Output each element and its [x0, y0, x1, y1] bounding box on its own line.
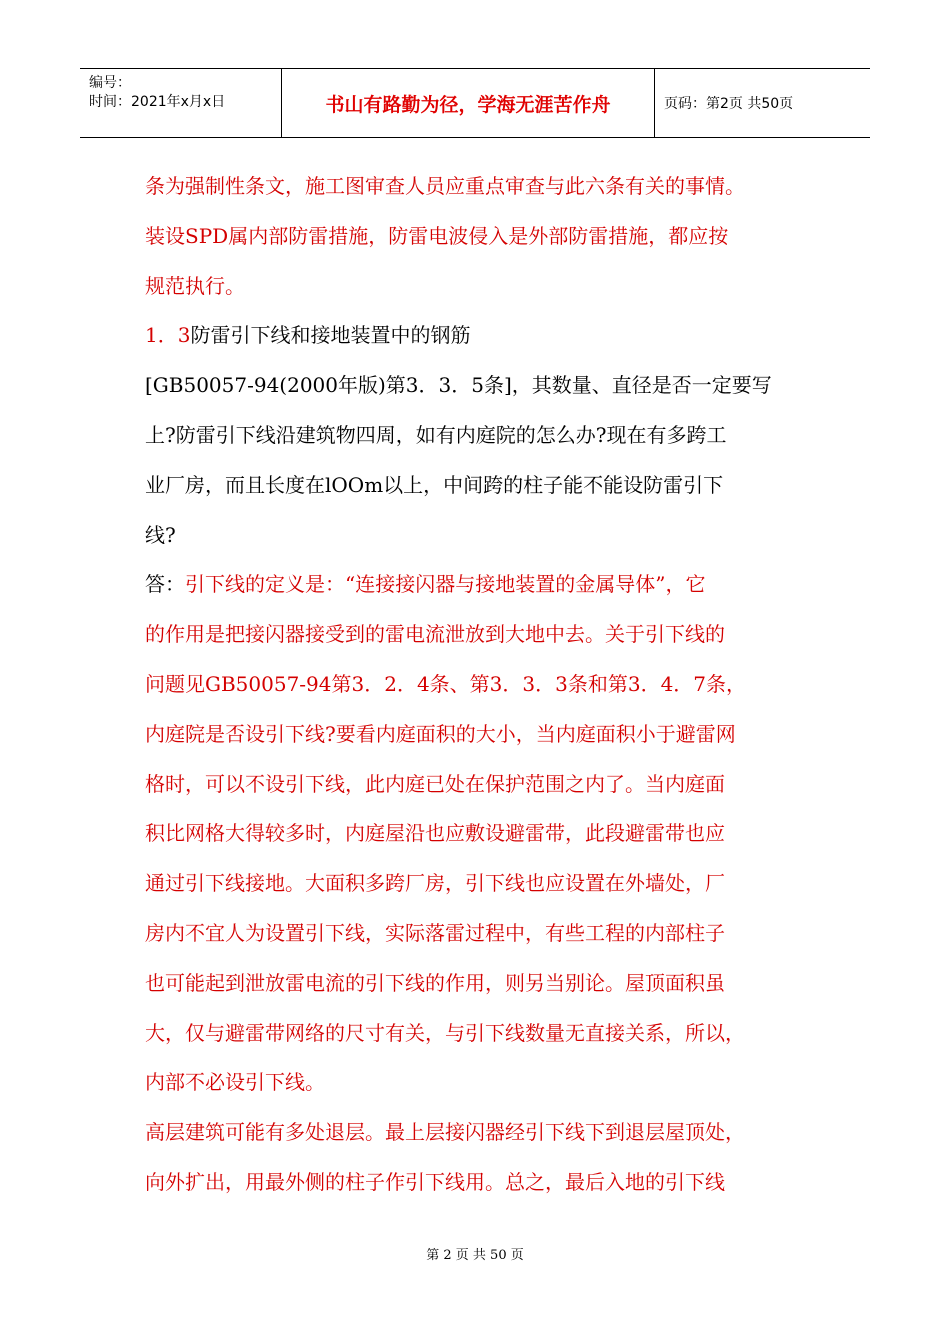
text-line: 业厂房，而且长度在lOOm以上，中间跨的柱子能不能设防雷引下	[145, 472, 724, 497]
text-line	[145, 311, 810, 361]
header-motto: 书山有路勤为径，学海无涯苦作舟	[282, 69, 655, 137]
text-line: 也可能起到泄放雷电流的引下线的作用，则另当别论。屋顶面积虽	[145, 970, 725, 995]
document-body	[145, 162, 810, 1208]
document-header	[80, 68, 870, 138]
header-page-info: 页码：第2页 共50页	[664, 96, 794, 112]
text-line: 上?防雷引下线沿建筑物四周，如有内庭院的怎么办?现在有多跨工	[145, 422, 727, 447]
text-line: 规范执行。	[145, 273, 245, 298]
text-line: 房内不宜人为设置引下线，实际落雷过程中，有些工程的内部柱子	[145, 920, 725, 945]
text-line: 问题见GB50057-94第3．2．4条、第3．3．3条和第3．4．7条，	[145, 671, 747, 696]
text-segment: 答：	[145, 572, 185, 597]
text-line: 格时，可以不设引下线，此内庭已处在保护范围之内了。当内庭面	[145, 771, 725, 796]
text-line: 条为强制性条文，施工图审查人员应重点审查与此六条有关的事情。	[145, 174, 745, 198]
text-line: 积比网格大得较多时，内庭屋沿也应敷设避雷带，此段避雷带也应	[145, 821, 725, 846]
header-number-label: 编号：	[89, 75, 131, 91]
text-segment: 防雷引下线和接地装置中的钢筋	[190, 323, 471, 348]
header-meta-cell	[80, 69, 282, 137]
page-footer: 第 2 页 共 50 页	[426, 1248, 524, 1263]
text-line: 内部不必设引下线。	[145, 1070, 325, 1095]
text-line: 线?	[145, 522, 176, 547]
text-line: [GB50057-94(2000年版)第3．3．5条]，其数量、直径是否一定要写	[145, 373, 772, 398]
text-line	[145, 560, 810, 610]
header-time-label: 时间：2021年x月x日	[89, 94, 226, 110]
text-line: 向外扩出，用最外侧的柱子作引下线用。总之，最后入地的引下线	[145, 1169, 725, 1194]
text-segment: 引下线的定义是：“连接接闪器与接地装置的金属导体”，它	[185, 572, 706, 597]
text-segment: 1．3	[145, 323, 191, 348]
text-line: 高层建筑可能有多处退层。最上层接闪器经引下线下到退层屋顶处，	[145, 1120, 745, 1145]
text-line: 内庭院是否设引下线?要看内庭面积的大小，当内庭面积小于避雷网	[145, 721, 736, 746]
text-line: 大，仅与避雷带网络的尺寸有关，与引下线数量无直接关系，所以，	[145, 1020, 745, 1045]
text-line: 通过引下线接地。大面积多跨厂房，引下线也应设置在外墙处，厂	[145, 871, 725, 896]
text-line: 装设SPD属内部防雷措施，防雷电波侵入是外部防雷措施，都应按	[145, 223, 729, 248]
text-line: 的作用是把接闪器接受到的雷电流泄放到大地中去。关于引下线的	[145, 622, 725, 647]
